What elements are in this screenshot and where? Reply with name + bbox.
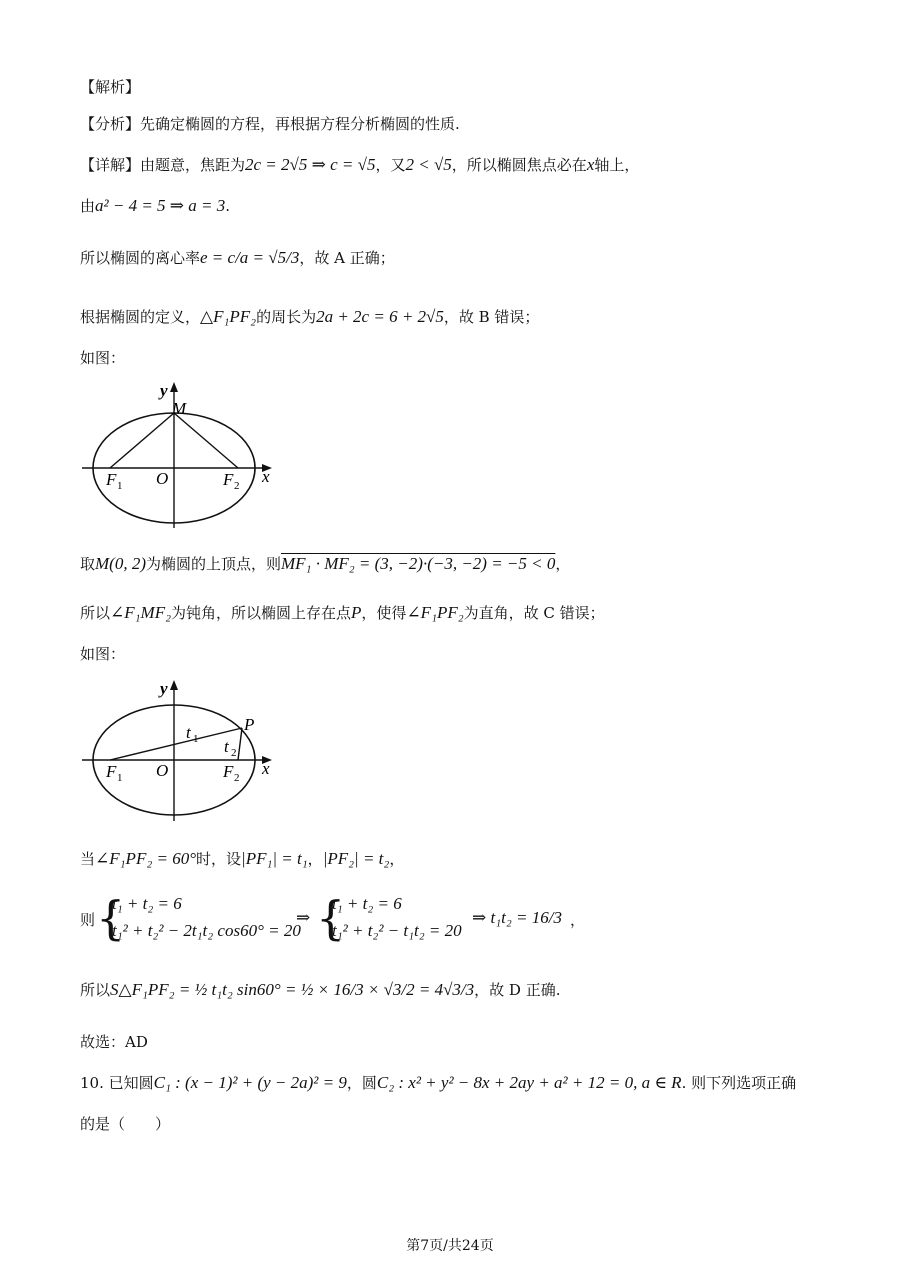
label-t2: t [224, 737, 229, 756]
math-eq4: t₁² + t₂² − t₁t₂ = 20 [332, 921, 462, 940]
segment-mf2 [174, 413, 238, 468]
text: 如图： [80, 645, 126, 663]
text: 时，设 [196, 850, 242, 868]
label-f2: F [223, 762, 234, 781]
analysis-line [80, 113, 460, 135]
math-circle-c1: C₁ : (x − 1)² + (y − 2a)² = 9 [153, 1073, 347, 1092]
label-m: M [172, 399, 187, 418]
segment-pf2 [238, 728, 242, 760]
page-number: 第7页/共24页 [406, 1238, 494, 1254]
text: ，使得 [361, 604, 407, 622]
label-f1: F [106, 762, 117, 781]
analysis-text: 【分析】先确定椭圆的方程，再根据方程分析椭圆的性质. [80, 115, 460, 133]
label-f2-sub: 2 [234, 772, 240, 784]
ellipse-diagram-1 [80, 378, 280, 533]
figure-ellipse-2 [80, 676, 280, 830]
text: ， [389, 850, 405, 868]
perimeter-line [80, 306, 539, 328]
math-dot-product: MF₁ · MF₂ = (3, −2)·(−3, −2) = −5 < 0 [281, 554, 556, 573]
math-eq2: t₁² + t₂² − 2t₁t₂ cos60° = 20 [112, 921, 301, 940]
math-pf2: |PF₂| = t₂ [322, 849, 390, 868]
math-inequality: 2 < √5 [405, 155, 452, 174]
question-10-line-2 [80, 1113, 170, 1135]
text: 所以 [80, 604, 111, 622]
left-brace-1: { [96, 891, 126, 945]
text: 的周长为 [256, 308, 317, 326]
math-a-value: a² − 4 = 5 ⇒ a = 3 [95, 196, 226, 215]
label-f2-sub: 2 [234, 480, 240, 492]
math-eq3: t₁ + t₂ = 6 [332, 894, 402, 913]
angle-60-line [80, 848, 404, 870]
math-point-m: M(0, 2) [95, 554, 146, 573]
math-p: P [351, 603, 362, 622]
text: ，又 [375, 156, 406, 174]
math-angle-f1pf2: ∠F₁PF₂ [406, 603, 464, 622]
figure-caption-1 [80, 347, 125, 369]
text: ，所以椭圆焦点必在 [451, 156, 587, 174]
label-f1-sub: 1 [117, 772, 123, 784]
label-p: P [244, 715, 255, 734]
text: 【详解】由题意，焦距为 [80, 156, 246, 174]
label-t1: t [186, 723, 191, 742]
text: ，故 B 错误； [443, 308, 540, 326]
text: 由 [80, 197, 96, 215]
label-f2: F [223, 470, 234, 489]
segment-mf1 [110, 413, 174, 468]
text: 所以椭圆的离心率 [80, 249, 201, 267]
text: 如图： [80, 349, 126, 367]
text: 轴上， [594, 156, 640, 174]
obtuse-line [80, 602, 605, 624]
math-eq1: t₁ + t₂ = 6 [112, 894, 182, 913]
detail-line-1 [80, 154, 639, 176]
label-y: y [160, 381, 168, 400]
figure-caption-2 [80, 643, 125, 665]
y-axis-arrow [170, 382, 178, 392]
label-t2-sub: 2 [231, 747, 237, 759]
math-circle-c2: C₂ : x² + y² − 8x + 2ay + a² + 12 = 0, a ∈ R [376, 1073, 682, 1092]
detail-line-2 [80, 195, 230, 217]
math-pf1: |PF₁| = t₁ [241, 849, 308, 868]
label-o: O [156, 761, 169, 780]
text: 为钝角，所以椭圆上存在点 [171, 604, 352, 622]
left-brace-2: { [316, 891, 346, 945]
text: ，故 A 正确； [299, 249, 395, 267]
text: 取 [80, 555, 96, 573]
area-line [80, 979, 561, 1001]
ellipse-diagram-2 [80, 676, 280, 826]
label-f1: F [106, 470, 117, 489]
system-equations [80, 892, 640, 948]
math-triangle: △F₁PF₂ [200, 307, 257, 326]
text: 则 [80, 911, 96, 929]
math-perimeter: 2a + 2c = 6 + 2√5 [316, 307, 444, 326]
y-axis-arrow [170, 680, 178, 690]
text: 为直角，故 C 错误； [463, 604, 605, 622]
answer-text: 故选：AD [80, 1033, 148, 1051]
text: . 则下列选项正确 [681, 1074, 797, 1092]
label-t1-sub: 1 [193, 733, 199, 745]
text: 根据椭圆的定义， [80, 308, 201, 326]
answer-line [80, 1031, 148, 1053]
label-x: x [262, 759, 270, 778]
text: 的是（ ） [80, 1115, 171, 1133]
label-o: O [156, 469, 169, 488]
text: 当 [80, 850, 96, 868]
question-10-line-1 [80, 1072, 796, 1094]
section-label [80, 76, 140, 98]
label-y: y [160, 679, 168, 698]
math-x: x [586, 155, 595, 174]
math-product: ⇒ t₁t₂ = 16/3 [472, 908, 562, 927]
text: . [225, 197, 231, 215]
section-label-text: 【解析】 [80, 78, 141, 96]
eccentricity-line [80, 247, 395, 269]
text: ，故 D 正确. [474, 981, 561, 999]
vertex-line [80, 553, 570, 575]
math-implies-1: ⇒ [296, 908, 311, 927]
text: ， [307, 850, 323, 868]
math-focal-distance: 2c = 2√5 ⇒ c = √5 [245, 155, 376, 174]
math-area: S△F₁PF₂ = ½ t₁t₂ sin60° = ½ × 16/3 × √3/2 = 4√3/3 [110, 980, 475, 999]
text: ， [555, 555, 571, 573]
text: ，圆 [346, 1074, 377, 1092]
text: 10. 已知圆 [80, 1074, 154, 1092]
label-x: x [262, 467, 270, 486]
text: 为椭圆的上顶点，则 [146, 555, 282, 573]
text: ， [570, 911, 586, 929]
label-f1-sub: 1 [117, 480, 123, 492]
math-angle-f1mf2: ∠F₁MF₂ [110, 603, 172, 622]
figure-ellipse-1 [80, 378, 280, 537]
math-angle-60: ∠F₁PF₂ = 60° [95, 849, 197, 868]
text: 所以 [80, 981, 111, 999]
math-eccentricity: e = c/a = √5/3 [200, 248, 300, 267]
segment-pf1 [110, 728, 242, 760]
